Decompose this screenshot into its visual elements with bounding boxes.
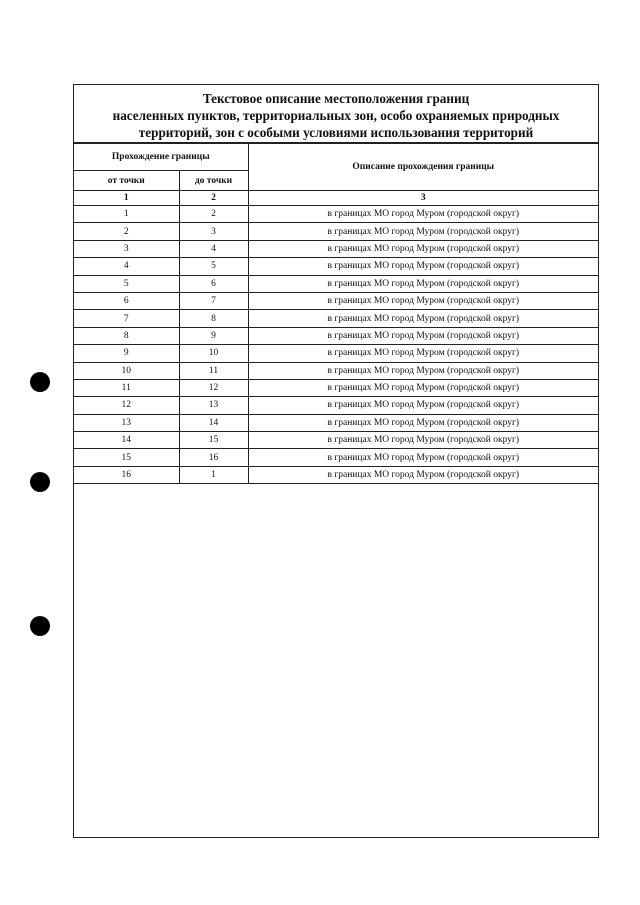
table-row — [74, 345, 598, 362]
column-numbering-row — [74, 191, 598, 206]
cell-description: в границах МО город Муром (городской округ) — [248, 310, 598, 327]
table-row — [74, 414, 598, 431]
cell-from-point: 2 — [74, 223, 179, 240]
cell-from-point: 8 — [74, 327, 179, 344]
cell-to-point: 7 — [179, 292, 248, 309]
cell-to-point: 15 — [179, 432, 248, 449]
cell-to-point: 5 — [179, 258, 248, 275]
cell-description: в границах МО город Муром (городской округ) — [248, 275, 598, 292]
cell-description: в границах МО город Муром (городской округ) — [248, 258, 598, 275]
cell-from-point: 3 — [74, 240, 179, 257]
document-frame — [73, 84, 599, 838]
cell-to-point: 12 — [179, 379, 248, 396]
cell-description: в границах МО город Муром (городской округ) — [248, 292, 598, 309]
header-boundary-passage: Прохождение границы — [74, 144, 248, 171]
cell-description: в границах МО город Муром (городской округ) — [248, 397, 598, 414]
title-line-3: территорий, зон с особыми условиями использования территорий — [138, 125, 534, 140]
cell-description: в границах МО город Муром (городской округ) — [248, 240, 598, 257]
cell-description: в границах МО город Муром (городской округ) — [248, 466, 598, 483]
cell-to-point: 3 — [179, 223, 248, 240]
table-body — [74, 191, 598, 484]
table-row — [74, 275, 598, 292]
cell-to-point: 9 — [179, 327, 248, 344]
cell-from-point: 4 — [74, 258, 179, 275]
table-row — [74, 327, 598, 344]
cell-from-point: 16 — [74, 466, 179, 483]
cell-from-point: 10 — [74, 362, 179, 379]
cell-to-point: 4 — [179, 240, 248, 257]
title-line-1: Текстовое описание местоположения границ — [202, 91, 470, 106]
cell-from-point: 9 — [74, 345, 179, 362]
header-description: Описание прохождения границы — [248, 144, 598, 191]
document-title — [74, 85, 598, 143]
cell-from-point: 12 — [74, 397, 179, 414]
table-row — [74, 432, 598, 449]
cell-description: в границах МО город Муром (городской округ) — [248, 414, 598, 431]
table-row — [74, 449, 598, 466]
table-row — [74, 206, 598, 223]
cell-description: в границах МО город Муром (городской округ) — [248, 345, 598, 362]
cell-from-point: 6 — [74, 292, 179, 309]
column-number: 2 — [179, 191, 248, 206]
cell-from-point: 5 — [74, 275, 179, 292]
column-number: 3 — [248, 191, 598, 206]
cell-to-point: 13 — [179, 397, 248, 414]
table-row — [74, 258, 598, 275]
cell-description: в границах МО город Муром (городской округ) — [248, 449, 598, 466]
cell-description: в границах МО город Муром (городской округ) — [248, 379, 598, 396]
cell-to-point: 6 — [179, 275, 248, 292]
table-row — [74, 466, 598, 483]
punch-hole — [30, 616, 50, 636]
header-from-point: от точки — [74, 171, 179, 191]
cell-description: в границах МО город Муром (городской округ) — [248, 206, 598, 223]
cell-description: в границах МО город Муром (городской округ) — [248, 223, 598, 240]
cell-to-point: 1 — [179, 466, 248, 483]
boundary-table — [74, 143, 598, 484]
cell-from-point: 14 — [74, 432, 179, 449]
cell-to-point: 11 — [179, 362, 248, 379]
table-row — [74, 397, 598, 414]
table-row — [74, 379, 598, 396]
cell-to-point: 2 — [179, 206, 248, 223]
header-to-point: до точки — [179, 171, 248, 191]
cell-from-point: 7 — [74, 310, 179, 327]
cell-to-point: 14 — [179, 414, 248, 431]
title-line-2: населенных пунктов, территориальных зон, особо охраняемых природных — [112, 108, 560, 123]
table-row — [74, 292, 598, 309]
table-row — [74, 223, 598, 240]
cell-to-point: 16 — [179, 449, 248, 466]
cell-from-point: 13 — [74, 414, 179, 431]
punch-hole — [30, 372, 50, 392]
cell-to-point: 8 — [179, 310, 248, 327]
table-row — [74, 240, 598, 257]
cell-description: в границах МО город Муром (городской округ) — [248, 362, 598, 379]
cell-from-point: 11 — [74, 379, 179, 396]
column-number: 1 — [74, 191, 179, 206]
table-row — [74, 362, 598, 379]
cell-description: в границах МО город Муром (городской округ) — [248, 432, 598, 449]
table-row — [74, 310, 598, 327]
cell-description: в границах МО город Муром (городской округ) — [248, 327, 598, 344]
cell-to-point: 10 — [179, 345, 248, 362]
cell-from-point: 1 — [74, 206, 179, 223]
cell-from-point: 15 — [74, 449, 179, 466]
punch-hole — [30, 472, 50, 492]
